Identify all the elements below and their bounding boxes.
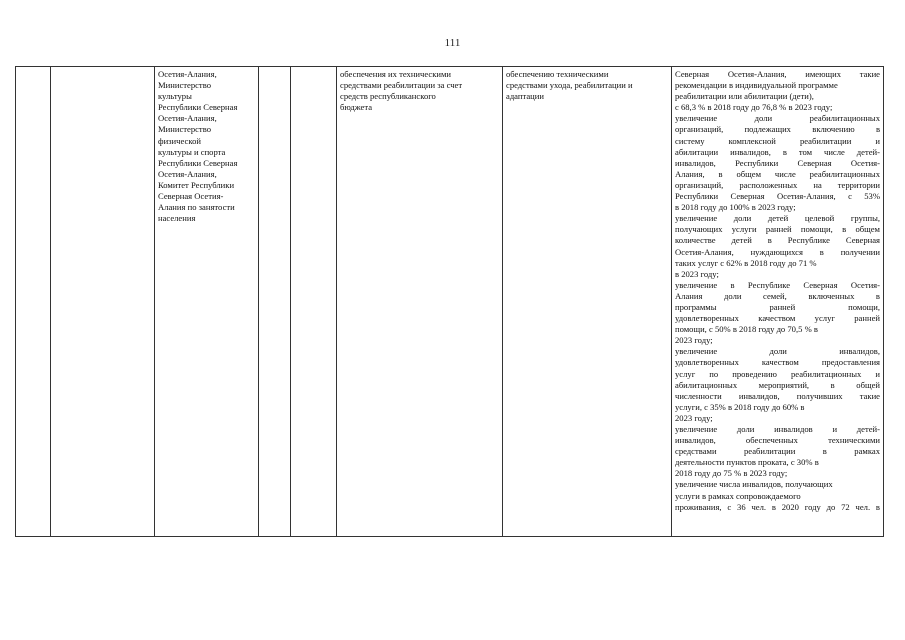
- result-line: средствами ухода, реабилитации и: [506, 80, 633, 91]
- program-activities-table: [15, 66, 884, 537]
- indicator-line: увеличение числа инвалидов, получающих: [675, 479, 833, 490]
- executors-line: Северная Осетия-: [158, 191, 224, 202]
- task-line: бюджета: [340, 102, 373, 113]
- table-row: [16, 67, 884, 537]
- indicator-line: численности инвалидов, получивших такие: [675, 390, 880, 401]
- activity-name-cell: [51, 67, 155, 537]
- indicator-line: увеличение доли детей целевой группы,: [675, 213, 880, 224]
- indicator-line: услуг по проведению реабилитационных и: [675, 368, 880, 379]
- executors-line: Алания по занятости: [158, 202, 235, 213]
- executors-line: населения: [158, 213, 196, 224]
- executors-line: физической: [158, 135, 201, 146]
- page-number: 111: [444, 37, 461, 49]
- indicator-line: увеличение доли инвалидов,: [675, 346, 880, 357]
- indicator-line: инвалидов, Республики Северная Осетия-: [675, 157, 880, 168]
- indicator-line: организаций, расположенных на территории: [675, 179, 880, 190]
- indicator-line: Алания доли семей, включенных в: [675, 290, 880, 301]
- indicator-line: Северная Осетия-Алания, имеющих такие: [675, 69, 880, 79]
- executors-line: культуры: [158, 91, 192, 102]
- task-line: средств республиканского: [340, 91, 436, 102]
- indicator-line: систему комплексной реабилитации и: [675, 135, 880, 146]
- executors-cell: [155, 67, 259, 537]
- indicator-line: услуги в рамках сопровождаемого: [675, 490, 801, 501]
- task-line: обеспечения их техническими: [340, 69, 452, 79]
- executors-line: Министерство: [158, 124, 211, 135]
- indicator-line: удовлетворенных качеством предоставления: [675, 357, 880, 368]
- indicator-line: средствами реабилитации в рамках: [675, 446, 880, 457]
- indicator-line: абилитации инвалидов, в том числе детей-: [675, 146, 880, 157]
- task-cell: [337, 67, 503, 537]
- result-line: адаптации: [506, 91, 544, 102]
- indicator-line: проживания, с 36 чел. в 2020 году до 72 чел. в: [675, 501, 880, 512]
- end-year-cell: [291, 67, 337, 537]
- indicator-line: 2023 году;: [675, 335, 713, 346]
- indicator-line: программы ранней помощи,: [675, 301, 880, 312]
- executors-line: Комитет Республики: [158, 179, 235, 190]
- indicator-line: реабилитации или абилитации (дети),: [675, 91, 814, 102]
- indicator-line: получающих услуги ранней помощи, в общем: [675, 224, 880, 235]
- executors-line: Осетия-Алания,: [158, 69, 217, 79]
- indicator-line: с 68,3 % в 2018 году до 76,8 % в 2023 году;: [675, 102, 833, 113]
- indicator-line: количестве детей в Республике Северная: [675, 235, 880, 246]
- indicator-line: Осетия-Алания, нуждающихся в получении: [675, 246, 880, 257]
- executors-line: Министерство: [158, 80, 211, 91]
- indicator-line: таких услуг с 62% в 2018 году до 71 %: [675, 257, 817, 268]
- result-line: обеспечению техническими: [506, 69, 609, 79]
- indicator-line: Республики Северная Осетия-Алания, с 53%: [675, 191, 880, 202]
- executors-line: Республики Северная: [158, 102, 238, 113]
- indicator-line: увеличение доли реабилитационных: [675, 113, 880, 124]
- indicator-line: в 2023 году;: [675, 268, 719, 279]
- indicator-line: организаций, подлежащих включению в: [675, 124, 880, 135]
- result-cell: [503, 67, 672, 537]
- indicator-line: деятельности пунктов проката, с 30% в: [675, 457, 819, 468]
- indicator-line: в 2018 году до 100% в 2023 году;: [675, 202, 796, 213]
- start-year-cell: [259, 67, 291, 537]
- indicator-line: 2023 году;: [675, 412, 713, 423]
- indicator-line: абилитационных мероприятий, в общей: [675, 379, 880, 390]
- indicator-line: услуги, с 35% в 2018 году до 60% в: [675, 401, 805, 412]
- indicator-line: рекомендации в индивидуальной программе: [675, 80, 838, 91]
- executors-line: Республики Северная: [158, 157, 238, 168]
- indicators-cell: [672, 67, 884, 537]
- indicator-line: инвалидов, обеспеченных техническими: [675, 435, 880, 446]
- indicator-line: увеличение в Республике Северная Осетия-: [675, 279, 880, 290]
- indicator-line: удовлетворенных качеством услуг ранней: [675, 313, 880, 324]
- indicator-line: 2018 году до 75 % в 2023 году;: [675, 468, 788, 479]
- indicator-line: Алания, в общем числе реабилитационных: [675, 168, 880, 179]
- task-line: средствами реабилитации за счет: [340, 80, 463, 91]
- indicator-line: помощи, с 50% в 2018 году до 70,5 % в: [675, 324, 818, 335]
- executors-line: культуры и спорта: [158, 146, 226, 157]
- indicator-line: увеличение доли инвалидов и детей-: [675, 424, 880, 434]
- executors-line: Осетия-Алания,: [158, 113, 217, 124]
- executors-line: Осетия-Алания,: [158, 168, 217, 179]
- number-cell: [16, 67, 51, 537]
